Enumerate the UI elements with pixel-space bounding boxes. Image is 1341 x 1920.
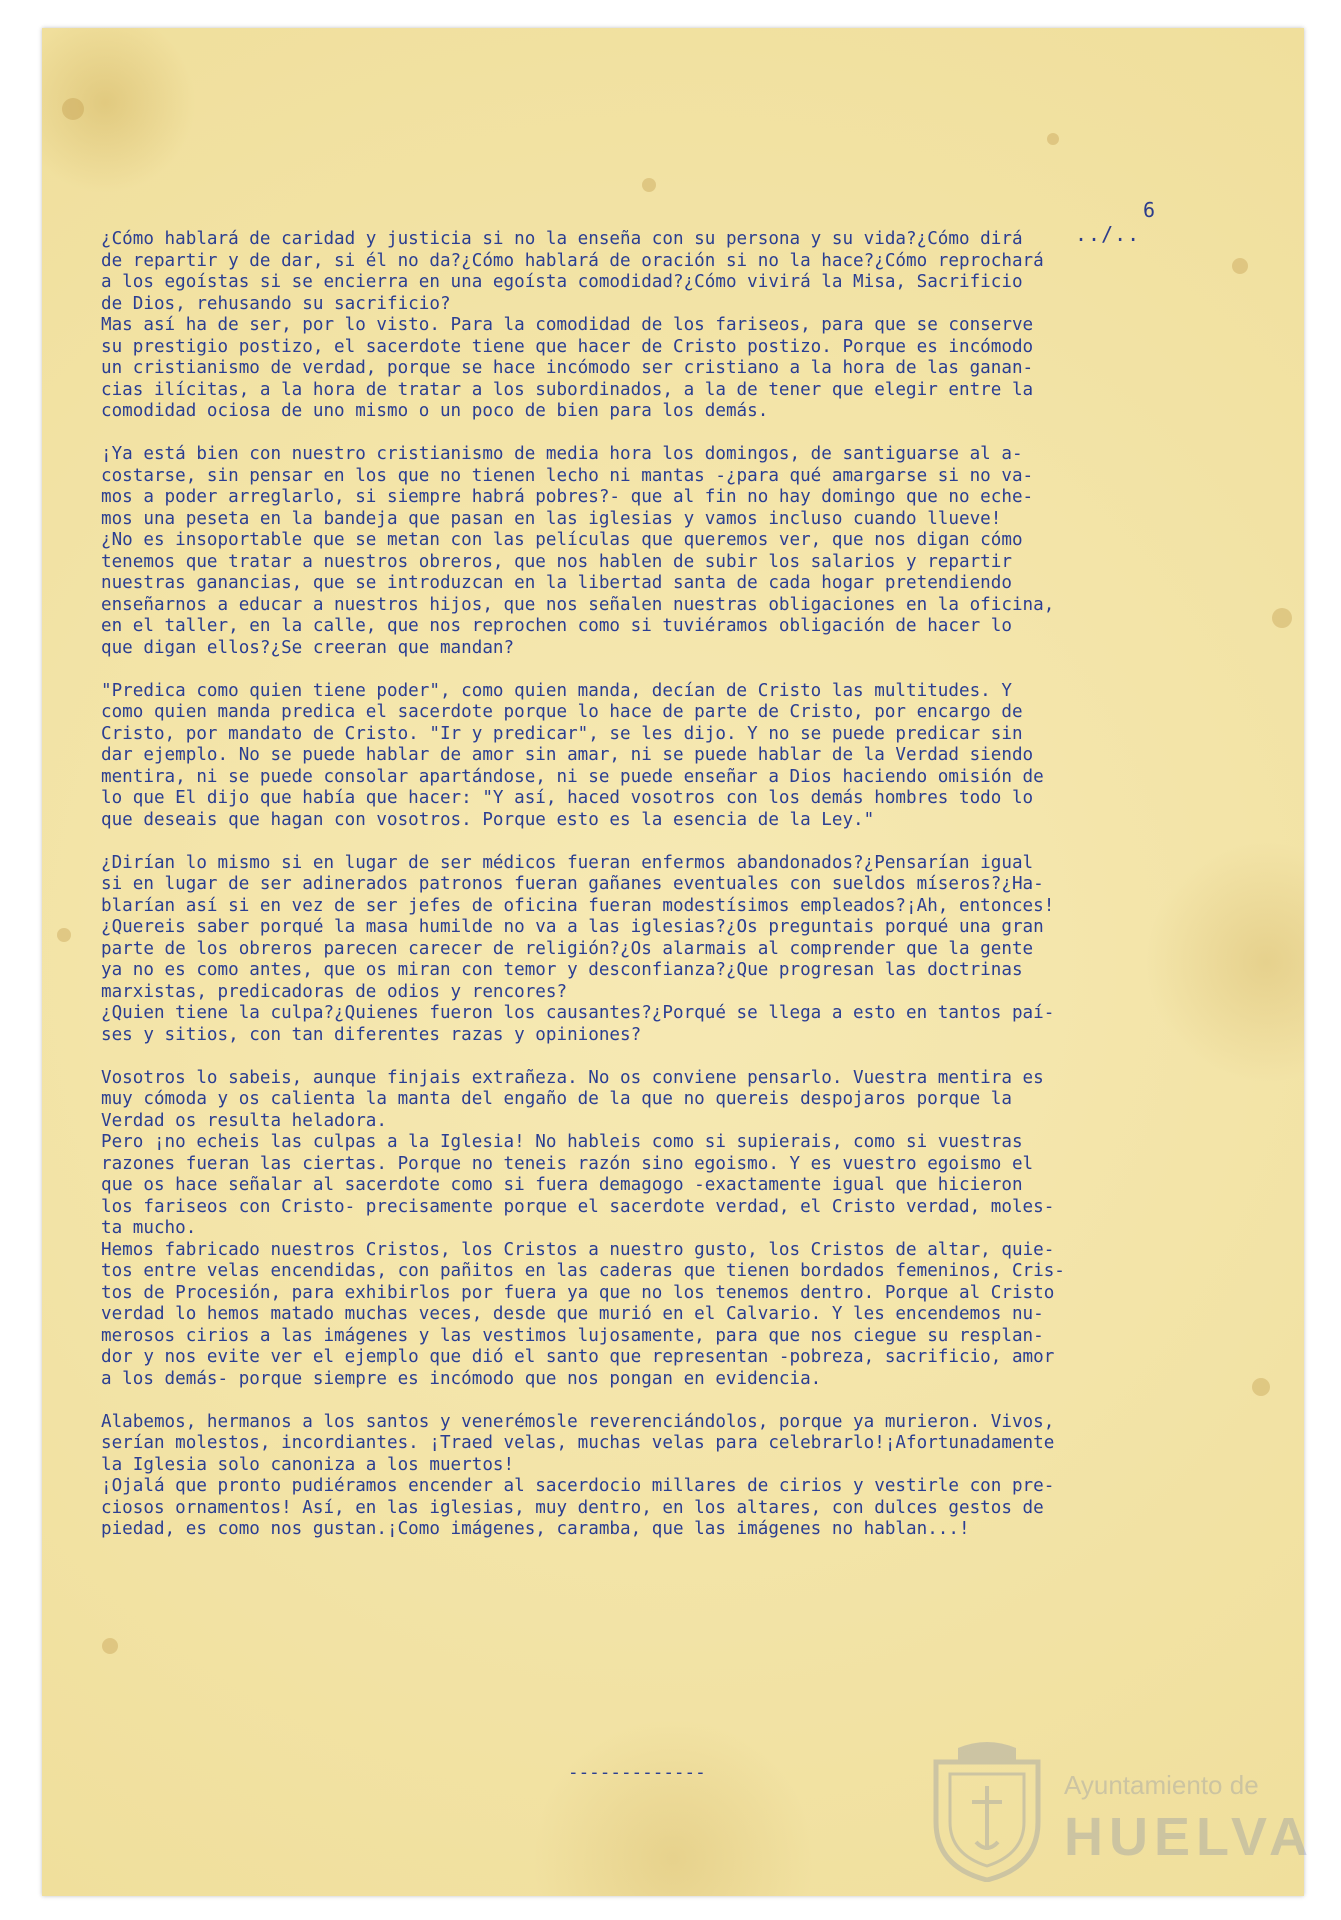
text-line: en el taller, en la calle, que nos reprochen como si tuviéramos obligación de hacer lo xyxy=(101,616,1012,636)
text-line: Vosotros lo sabeis, aunque finjais extrañeza. No os conviene pensarlo. Vuestra mentira es xyxy=(101,1067,1044,1088)
text-line: ¿Cómo hablará de caridad y justicia si no la enseña con su persona y su vida?¿Cómo dirá xyxy=(101,229,1023,249)
text-line: enseñarnos a educar a nuestros hijos, que nos señalen nuestras obligaciones en la oficina, xyxy=(101,594,1055,615)
text-line: ciosos ornamentos! Así, en las iglesias, muy dentro, en los altares, con dulces gestos de xyxy=(101,1497,1044,1518)
watermark-line1: Ayuntamiento de xyxy=(1064,1770,1259,1800)
text-line: muy cómoda y os calienta la manta del engaño de la que no quereis despojaros porque la xyxy=(101,1089,1012,1109)
text-line: parte de los obreros parecen carecer de religión?¿Os alarmais al comprender que la gente xyxy=(101,938,1034,959)
text-line: Mas así ha de ser, por lo visto. Para la comodidad de los fariseos, para que se conserve xyxy=(101,315,1034,335)
text-line: tos de Procesión, para exhibirlos por fuera ya que no los tenemos dentro. Porque al Cristo xyxy=(101,1282,1055,1303)
closing-rule: ------------- xyxy=(568,1763,706,1783)
text-line: mos a poder arreglarlo, si siempre habrá pobres?- que al fin no hay domingo que no eche- xyxy=(101,487,1034,507)
text-line: ¡Ya está bien con nuestro cristianismo de media hora los domingos, de santiguarse al a- xyxy=(101,444,1023,464)
text-line: a los egoístas si se encierra en una egoísta comodidad?¿Cómo vivirá la Misa, Sacrificio xyxy=(101,272,1023,292)
text-line: de Dios, rehusando su sacrificio? xyxy=(101,293,451,314)
text-line: si en lugar de ser adinerados patronos fueran gañanes eventuales con sueldos míseros?¿Ha- xyxy=(101,874,1044,894)
text-line: la Iglesia solo canoniza a los muertos! xyxy=(101,1454,515,1475)
text-line: nuestras ganancias, que se introduzcan en la libertad santa de cada hogar pretendiendo xyxy=(101,573,1012,593)
text-line: piedad, es como nos gustan.¡Como imágenes, caramba, que las imágenes no hablan...! xyxy=(101,1519,970,1539)
text-line: los fariseos con Cristo- precisamente porque el sacerdote verdad, el Cristo verdad, moles- xyxy=(101,1196,1055,1217)
text-line: ¿Dirían lo mismo si en lugar de ser médicos fueran enfermos abandonados?¿Pensarían igual xyxy=(101,852,1034,873)
ayuntamiento-watermark xyxy=(928,1742,1314,1882)
text-line: su prestigio postizo, el sacerdote tiene que hacer de Cristo postizo. Porque es incómodo xyxy=(101,336,1034,357)
page-number: 6 xyxy=(1143,198,1156,222)
text-line: ¡Ojalá que pronto pudiéramos encender al sacerdocio millares de cirios y vestirle con pre- xyxy=(101,1476,1055,1496)
text-line: ses y sitios, con tan diferentes razas y opiniones? xyxy=(101,1024,642,1045)
text-line: comodidad ociosa de uno mismo o un poco de bien para los demás. xyxy=(101,401,769,421)
letter-body xyxy=(101,229,1191,1562)
text-line: un cristianismo de verdad, porque se hace incómodo ser cristiano a la hora de las ganan- xyxy=(101,358,1034,378)
paragraph xyxy=(101,1068,1191,1391)
text-line: ¿No es insoportable que se metan con las películas que queremos ver, que nos digan cómo xyxy=(101,530,1023,550)
text-line: costarse, sin pensar en los que no tienen lecho ni mantas -¿para qué amargarse si no va- xyxy=(101,465,1034,486)
watermark-line2: HUELVA xyxy=(1064,1807,1314,1867)
text-line: Hemos fabricado nuestros Cristos, los Cristos a nuestro gusto, los Cristos de altar, quie- xyxy=(101,1239,1055,1260)
text-line: "Predica como quien tiene poder", como quien manda, decían de Cristo las multitudes. Y xyxy=(101,680,1012,701)
coat-of-arms-icon xyxy=(928,1742,1046,1882)
text-line: blarían así si en vez de ser jefes de oficina fueran modestísimos empleados?¡Ah, entonces! xyxy=(101,895,1055,916)
text-line: serían molestos, incordiantes. ¡Traed velas, muchas velas para celebrarlo!¡Afortunadamente xyxy=(101,1433,1055,1453)
text-line: merosos cirios a las imágenes y las vestimos lujosamente, para que nos ciegue su resplan- xyxy=(101,1325,1044,1346)
paragraph xyxy=(101,229,1191,423)
text-line: que os hace señalar al sacerdote como si fuera demagogo -exactamente igual que hicieron xyxy=(101,1175,1023,1195)
paragraph xyxy=(101,1412,1191,1541)
text-line: Alabemos, hermanos a los santos y venerémosle reverenciándolos, porque ya murieron. Vivos, xyxy=(101,1411,1055,1432)
text-line: Pero ¡no echeis las culpas a la Iglesia! No hableis como si supierais, como si vuestras xyxy=(101,1132,1023,1152)
text-line: ¿Quien tiene la culpa?¿Quienes fueron los causantes?¿Porqué se llega a esto en tantos paí- xyxy=(101,1003,1055,1023)
continuation-mark: ../.. xyxy=(1075,222,1141,246)
text-line: ¿Quereis saber porqué la masa humilde no va a las iglesias?¿Os preguntais porqué una gran xyxy=(101,917,1044,937)
text-line: verdad lo hemos matado muchas veces, desde que murió en el Calvario. Y les encendemos nu- xyxy=(101,1304,1044,1324)
paragraph xyxy=(101,853,1191,1047)
text-line: que deseais que hagan con vosotros. Porque esto es la esencia de la Ley." xyxy=(101,809,875,830)
text-line: ta mucho. xyxy=(101,1218,197,1238)
text-line: de repartir y de dar, si él no da?¿Cómo hablará de oración si no la hace?¿Cómo reprochará xyxy=(101,250,1044,271)
text-line: que digan ellos?¿Se creeran que mandan? xyxy=(101,637,515,658)
text-line: dor y nos evite ver el ejemplo que dió el santo que representan -pobreza, sacrificio, amor xyxy=(101,1347,1055,1367)
paragraph xyxy=(101,444,1191,659)
text-line: marxistas, predicadoras de odios y rencores? xyxy=(101,981,568,1002)
paragraph xyxy=(101,681,1191,832)
text-line: Verdad os resulta heladora. xyxy=(101,1110,387,1131)
text-line: cias ilícitas, a la hora de tratar a los subordinados, a la de tener que elegir entre la xyxy=(101,379,1034,400)
text-line: razones fueran las ciertas. Porque no teneis razón sino egoismo. Y es vuestro egoismo el xyxy=(101,1153,1034,1174)
text-line: lo que El dijo que había que hacer: "Y así, haced vosotros con los demás hombres todo lo xyxy=(101,788,1034,808)
text-line: mentira, ni se puede consolar apartándose, ni se puede enseñar a Dios haciendo omisión de xyxy=(101,766,1044,787)
text-line: tenemos que tratar a nuestros obreros, que nos hablen de subir los salarios y repartir xyxy=(101,551,1012,572)
text-line: a los demás- porque siempre es incómodo que nos pongan en evidencia. xyxy=(101,1368,822,1389)
text-line: tos entre velas encendidas, con pañitos en las caderas que tienen bordados femeninos, Cris- xyxy=(101,1261,1065,1281)
text-line: Cristo, por mandato de Cristo. "Ir y predicar", se les dijo. Y no se puede predicar sin xyxy=(101,723,1023,744)
text-line: dar ejemplo. No se puede hablar de amor sin amar, ni se puede hablar de la Verdad siendo xyxy=(101,745,1034,765)
text-line: mos una peseta en la bandeja que pasan en las iglesias y vamos incluso cuando llueve! xyxy=(101,508,1002,529)
text-line: como quien manda predica el sacerdote porque lo hace de parte de Cristo, por encargo de xyxy=(101,702,1023,722)
text-line: ya no es como antes, que os miran con temor y desconfianza?¿Que progresan las doctrinas xyxy=(101,960,1023,980)
